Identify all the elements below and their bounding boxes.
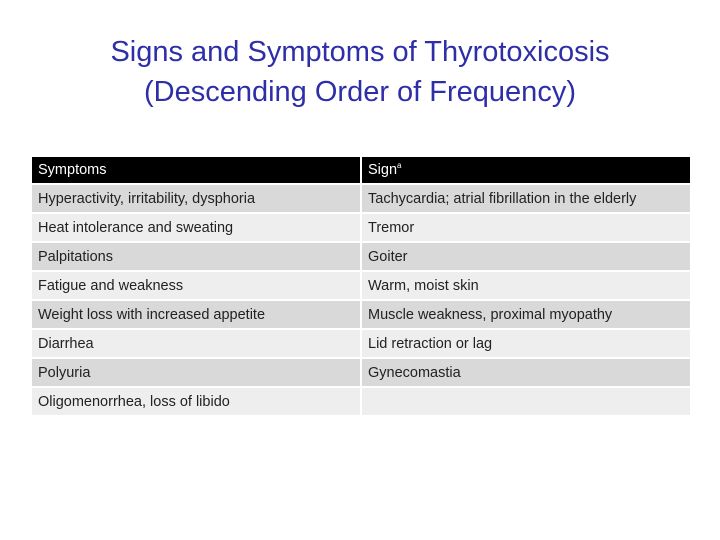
table-row	[32, 388, 690, 415]
sign-cell: Tachycardia; atrial fibrillation in the elderly	[360, 185, 690, 212]
sign-cell: Muscle weakness, proximal myopathy	[360, 301, 690, 328]
header-sign-footnote-marker: a	[397, 161, 402, 171]
header-sign	[360, 157, 690, 183]
title-line-2: (Descending Order of Frequency)	[144, 76, 576, 108]
symptom-cell: Hyperactivity, irritability, dysphoria	[32, 185, 360, 212]
sign-cell	[360, 388, 690, 415]
table-row	[32, 359, 690, 386]
table-row	[32, 214, 690, 241]
symptom-cell: Palpitations	[32, 243, 360, 270]
table-row	[32, 272, 690, 299]
table-row	[32, 301, 690, 328]
sign-cell: Warm, moist skin	[360, 272, 690, 299]
slide-title	[20, 32, 700, 112]
symptom-cell: Heat intolerance and sweating	[32, 214, 360, 241]
table-row	[32, 330, 690, 357]
header-sign-label: Sign	[368, 162, 398, 178]
symptom-cell: Fatigue and weakness	[32, 272, 360, 299]
symptom-cell: Polyuria	[32, 359, 360, 386]
sign-cell: Lid retraction or lag	[360, 330, 690, 357]
symptom-cell: Oligomenorrhea, loss of libido	[32, 388, 360, 415]
sign-cell: Gynecomastia	[360, 359, 690, 386]
sign-cell: Goiter	[360, 243, 690, 270]
table-header-row	[32, 157, 690, 183]
symptoms-signs-table	[32, 155, 690, 417]
symptoms-signs-table-container	[32, 157, 690, 417]
header-symptoms: Symptoms	[32, 157, 360, 183]
sign-cell: Tremor	[360, 214, 690, 241]
table-row	[32, 243, 690, 270]
title-line-1: Signs and Symptoms of Thyrotoxicosis	[110, 36, 610, 68]
symptom-cell: Weight loss with increased appetite	[32, 301, 360, 328]
symptom-cell: Diarrhea	[32, 330, 360, 357]
table-row	[32, 185, 690, 212]
